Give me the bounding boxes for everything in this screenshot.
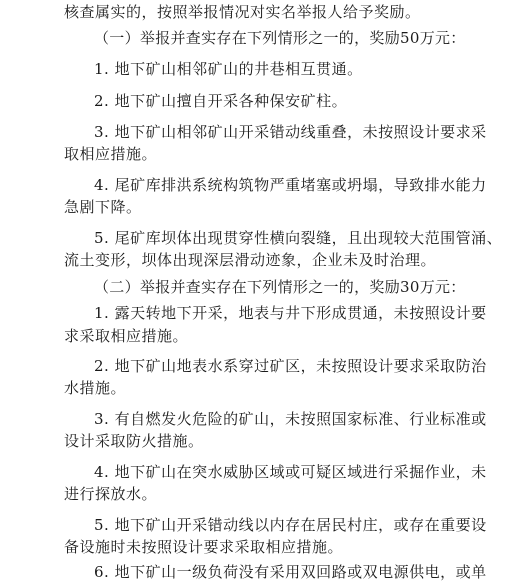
section-heading-2: （二）举报并查实存在下列情形之一的，奖励30万元：: [94, 278, 466, 296]
list-item-2-2: 2. 地下矿山地表水系穿过矿区，未按照设计要求采取防治: [94, 357, 487, 375]
list-item-2-5: 5. 地下矿山开采错动线以内存在居民村庄，或存在重要设: [94, 516, 487, 534]
section-heading-1: （一）举报并查实存在下列情形之一的，奖励50万元：: [94, 29, 466, 47]
list-item-2-3: 3. 有自燃发火危险的矿山，未按照国家标准、行业标准或: [94, 410, 487, 428]
list-item-1-3-cont: 取相应措施。: [64, 145, 158, 163]
list-item-2-4-cont: 进行探放水。: [64, 485, 158, 503]
list-item-1-3: 3. 地下矿山相邻矿山开采错动线重叠，未按照设计要求采: [94, 123, 487, 141]
list-item-2-2-cont: 水措施。: [64, 379, 127, 397]
list-item-1-2: 2. 地下矿山擅自开采各种保安矿柱。: [94, 92, 348, 110]
list-item-2-3-cont: 设计采取防火措施。: [64, 432, 204, 450]
list-item-1-5: 5. 尾矿库坝体出现贯穿性横向裂缝，且出现较大范围管涌、: [94, 229, 503, 247]
list-item-2-1-cont: 求采取相应措施。: [64, 327, 189, 345]
list-item-1-4: 4. 尾矿库排洪系统构筑物严重堵塞或坍塌，导致排水能力: [94, 176, 487, 194]
list-item-2-4: 4. 地下矿山在突水威胁区域或可疑区域进行采掘作业，未: [94, 463, 487, 481]
list-item-2-6: 6. 地下矿山一级负荷没有采用双回路或双电源供电，或单: [94, 563, 487, 581]
list-item-1-1: 1. 地下矿山相邻矿山的井巷相互贯通。: [94, 60, 363, 78]
list-item-2-5-cont: 备设施时未按照设计要求采取相应措施。: [64, 538, 344, 556]
list-item-1-4-cont: 急剧下降。: [64, 198, 142, 216]
list-item-2-1: 1. 露天转地下开采，地表与井下形成贯通，未按照设计要: [94, 304, 487, 322]
paragraph-line: 核查属实的，按照举报情况对实名举报人给予奖励。: [64, 3, 421, 21]
list-item-1-5-cont: 流土变形，坝体出现深层滑动迹象，企业未及时治理。: [64, 251, 437, 269]
